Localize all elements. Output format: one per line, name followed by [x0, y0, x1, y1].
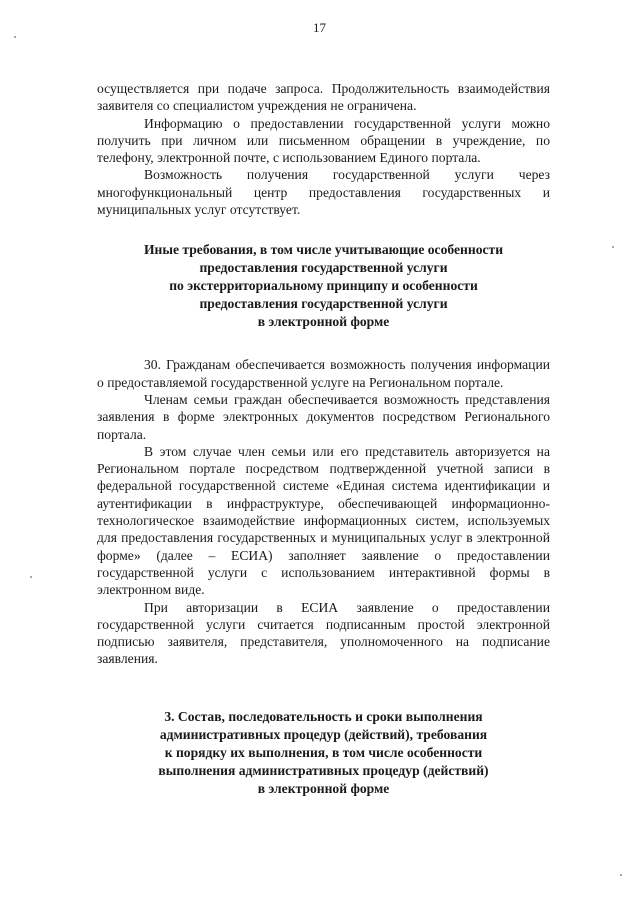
- paragraph-family-members: Членам семьи граждан обеспечивается возможность представления заявления в форме электронных документов посредством Регионального портала.: [97, 391, 550, 442]
- heading-line: по экстерриториальному принципу и особенности: [169, 278, 478, 294]
- paragraph-mfc: Возможность получения государственной услуги через многофункциональный центр предоставления государственных и муниципальных услуг отсутствует.: [97, 167, 550, 218]
- section-heading-3: [97, 708, 550, 798]
- scan-speck: [612, 246, 614, 248]
- paragraph-info-access: Информацию о предоставлении государственной услуги можно получить при личном или письменном обращении в учреждение, по телефону, электронной почте, с использованием Единого портала.: [97, 115, 550, 166]
- paragraph-continuation: осуществляется при подаче запроса. Продолжительность взаимодействия заявителя со специалистом учреждения не ограничена.: [97, 81, 550, 114]
- paragraph-esia-authorization: В этом случае член семьи или его представитель авторизуется на Региональном портале посредством подтвержденной учетной записи в федеральной государственной системе «Единая система идентификации и аутентификации в инфраструктуре, обеспечивающей информационно-технологическое взаимодействие информационных систем, используемых для предоставления государственных и муниципальных услуг в электронной форме» (далее – ЕСИА) заполняет заявление о предоставлении государственной услуги с использованием интерактивной формы в электронном виде.: [97, 443, 550, 598]
- scan-speck: [14, 36, 16, 38]
- heading-line: в электронной форме: [257, 780, 390, 796]
- scan-speck: [30, 576, 32, 578]
- heading-line: в электронной форме: [257, 314, 390, 330]
- paragraph-electronic-signature: При авторизации в ЕСИА заявление о предоставлении государственной услуги считается подписанным простой электронной подписью заявителя, представителя, уполномоченного на подписание заявления.: [97, 599, 550, 667]
- heading-line: административных процедур (действий), требования: [159, 726, 488, 742]
- paragraph-30: 30. Гражданам обеспечивается возможность получения информации о предоставляемой государственной услуге на Региональном портале.: [97, 357, 550, 390]
- heading-line: предоставления государственной услуги: [199, 260, 448, 276]
- scan-speck: [620, 874, 622, 876]
- heading-line: 3. Состав, последовательность и сроки выполнения: [164, 708, 483, 724]
- document-body: [97, 80, 550, 798]
- heading-line: выполнения административных процедур (действий): [158, 762, 489, 778]
- section-heading-other-requirements: [97, 241, 550, 331]
- heading-line: предоставления государственной услуги: [199, 296, 448, 312]
- heading-line: Иные требования, в том числе учитывающие особенности: [143, 242, 504, 258]
- heading-line: к порядку их выполнения, в том числе особенности: [164, 744, 483, 760]
- page-number: 17: [313, 20, 326, 35]
